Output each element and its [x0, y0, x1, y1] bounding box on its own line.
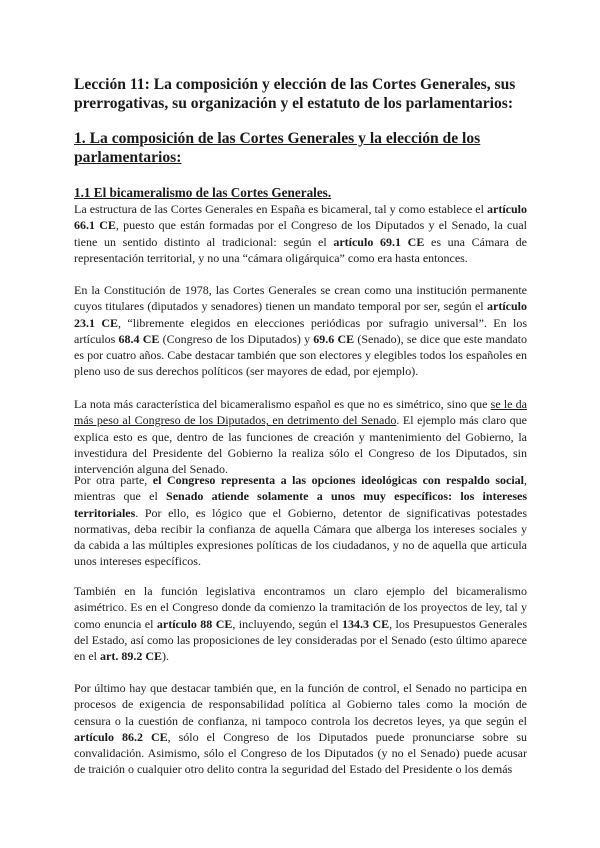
- text: (Senado), se dice que este mandato es por cuatro años. Cabe destacar también que son electores y elegibles todos los españoles en pleno uso de sus derechos políticos (ser mayores de edad, por ejemplo).: [74, 331, 527, 379]
- text: , puesto que están formadas por el Congreso de los Diputados y el Senado, la cual tiene un sentido distinto al tradicional: según el: [74, 218, 528, 249]
- lesson-title: Lección 11: La composición y elección de las Cortes Generales, sus prerrogativas, su organización y el estatuto de los parlamentarios:: [74, 76, 516, 112]
- text: En la Constitución de 1978, las Cortes Generales se crean como una institución permanente cuyos titulares (diputados y senadores) tienen un mandato temporal por ser, según el: [74, 283, 527, 314]
- text: (Congreso de los Diputados) y: [159, 331, 314, 346]
- paragraph-3: [74, 396, 527, 477]
- paragraph-1: [74, 201, 527, 266]
- text: , “libremente elegidos en elecciones periódicas por sufragio universal”. En los artículos: [74, 315, 527, 346]
- bold-ref: 134.3 CE: [342, 616, 390, 631]
- text: , incluyendo, según el: [232, 616, 343, 631]
- bold-ref: 69.6 CE: [313, 331, 355, 346]
- section-heading: 1. La composición de las Cortes Generales y la elección de los parlamentarios:: [74, 130, 481, 166]
- text: La estructura de las Cortes Generales en España es bicameral, tal y como establece el: [74, 202, 487, 216]
- bold-text: el Congreso representa a las opciones ideológicas con respaldo social: [152, 473, 524, 487]
- text: . El ejemplo más claro que explica esto es que, dentro de las funciones de creación y mantenimiento del Gobierno, la investidura del Presidente del Gobierno la realiza sólo el Congreso de los Diputados, sin intervención alguna del Senado.: [74, 413, 527, 477]
- bold-ref: artículo 86.2 CE: [74, 729, 168, 744]
- text: , mientras que el: [74, 473, 527, 504]
- text: Por último hay que destacar también que, en la función de control, el Senado no participa en procesos de exigencia de responsabilidad política al Gobierno tales como la moción de censura o la cuestión de confianza, ni tampoco controla los decretos leyes, ya que según el: [74, 681, 527, 728]
- bold-ref: 68.4 CE: [118, 331, 160, 346]
- paragraph-4: [74, 472, 527, 570]
- subsection-heading: 1.1 El bicameralismo de las Cortes Generales.: [74, 185, 332, 200]
- text: Por otra parte,: [74, 473, 153, 487]
- paragraph-6: [74, 680, 527, 778]
- bold-ref: art. 89.2 CE: [100, 649, 162, 664]
- text: ).: [162, 649, 169, 664]
- text: , sólo el Congreso de los Diputados puede pronunciarse sobre su convalidación. Asimismo, sólo el Congreso de los Diputados (y no el Senado) puede acusar de traición o cualquier otro delito contra la seguridad del Estado del Presidente o los demás: [74, 729, 527, 777]
- text: La nota más característica del bicameralismo español es que no es simétrico, sino que: [74, 397, 491, 411]
- bold-ref: artículo 88 CE: [156, 616, 233, 631]
- bold-ref: artículo 69.1 CE: [333, 234, 425, 249]
- paragraph-5: [74, 583, 527, 664]
- text: es una Cámara de representación territorial, y no una “cámara oligárquica” como era hasta entonces.: [74, 234, 527, 265]
- text: También en la función legislativa encontramos un claro ejemplo del bicameralismo asimétrico. Es en el Congreso donde da comienzo la tramitación de los proyectos de ley, tal y como enuncia el: [74, 584, 527, 631]
- bold-text: Senado atiende solamente a unos muy específicos: los intereses territoriales: [74, 489, 527, 520]
- underlined-text: se le da más peso al Congreso de los Diputados, en detrimento del Senado: [74, 397, 528, 428]
- text: . Por ello, es lógico que el Gobierno, detentor de significativas potestades normativas, deba recibir la confianza de aquella Cámara que alberga los intereses sociales y da cabida a las múltiples expresiones políticas de los ciudadanos, y no de aquella que articula unos intereses específicos.: [74, 505, 527, 569]
- paragraph-2: [74, 282, 527, 380]
- bold-ref: artículo 66.1 CE: [74, 202, 527, 233]
- bold-ref: artículo 23.1 CE: [74, 299, 527, 330]
- text: , los Presupuestos Generales del Estado, así como las proposiciones de ley consideradas por el Senado (esto último aparece en el: [74, 616, 528, 664]
